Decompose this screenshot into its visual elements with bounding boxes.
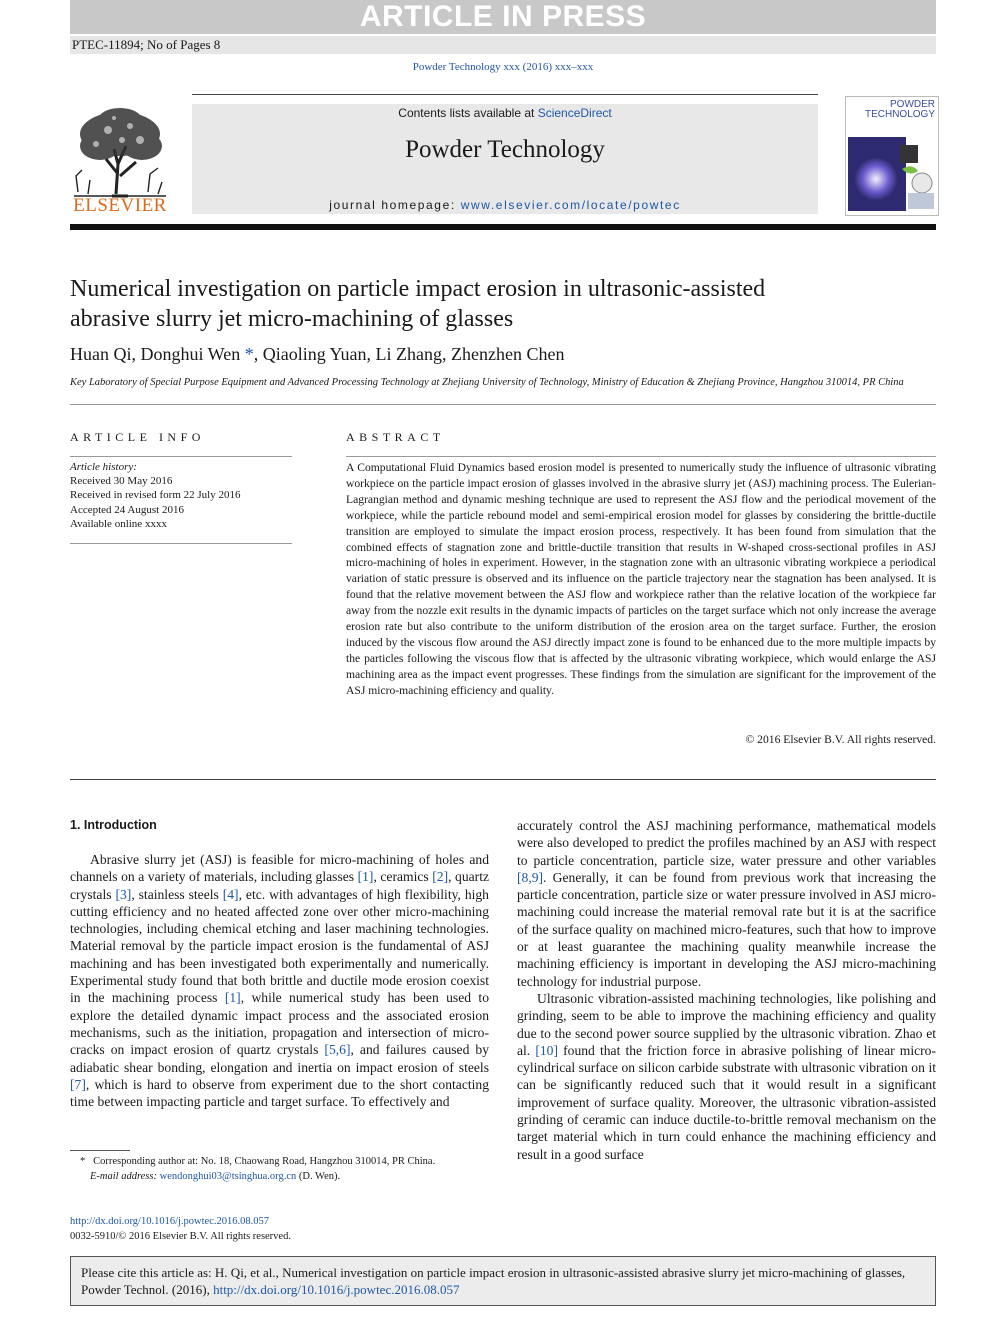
history-accepted: Accepted 24 August 2016	[70, 503, 184, 516]
header-top-rule	[192, 94, 818, 95]
homepage-link[interactable]: www.elsevier.com/locate/powtec	[460, 198, 681, 212]
intro-right-column	[517, 817, 936, 1163]
ref-link[interactable]: [3]	[115, 886, 132, 902]
footnote-corresponding	[70, 1154, 490, 1169]
affiliation: Key Laboratory of Special Purpose Equipment and Advanced Processing Technology at Zhejiang University of Technology, Ministry of Education & Zhejiang Province, Hangzhou 310014, PR China	[70, 377, 904, 388]
p1-text: , ceramics	[373, 869, 433, 885]
intro-paragraph-1	[70, 851, 489, 1110]
intro-left-column	[70, 851, 489, 1110]
authors-part-b: , Qiaoling Yuan, Li Zhang, Zhenzhen Chen	[253, 344, 565, 364]
ref-link[interactable]: [4]	[222, 886, 239, 902]
title-line-1: Numerical investigation on particle impact erosion in ultrasonic-assisted	[70, 276, 766, 302]
p1-text: Abrasive slurry jet (ASJ) is feasible for micro-machining of holes and channels on a variety of materials, including glasses	[70, 852, 489, 885]
p1-text: , etc. with advantages of high flexibility, high cutting efficiency and no heated affected zone over other micro-machining technologies, including chemical etching and laser machining technologies. Material removal by the particle impact erosion is the fundamental of ASJ machining and has been investigated both experimentally and numerically. Experimental study found that both brittle and ductile mode erosion coexist in the machining process	[70, 886, 489, 1006]
p1-text: , which is hard to observe from experiment due to the short contacting time between impacting particle and target surface. To effectively and	[70, 1076, 489, 1110]
history-revised: Received in revised form 22 July 2016	[70, 489, 241, 502]
cover-title-line2: TECHNOLOGY	[864, 109, 935, 120]
journal-homepage	[192, 198, 818, 212]
article-in-press-banner: ARTICLE IN PRESS	[70, 0, 936, 34]
p1-text: , quartz crystals	[70, 869, 490, 902]
email-suffix: (D. Wen).	[296, 1171, 341, 1182]
doi-link[interactable]: http://dx.doi.org/10.1016/j.powtec.2016.08.057	[70, 1216, 270, 1227]
abstract-top-rule	[346, 456, 936, 457]
article-info-bottom-rule	[70, 543, 292, 544]
doi-block	[70, 1214, 490, 1244]
p1-text: , while numerical study has been used to explore the detailed dynamic impact process and the associated erosion mechanisms, such as the initiation, propagation and intersection of micro-cracks on impact erosion of quartz crystals	[70, 990, 489, 1058]
footnote-mark: *	[80, 1156, 86, 1167]
p1-text: , stainless steels	[131, 886, 223, 902]
footnote	[70, 1154, 490, 1184]
elsevier-wordmark: ELSEVIER	[73, 195, 167, 216]
p1c-text: accurately control the ASJ machining performance, mathematical models were also developed to predict the profiles machined by an ASJ with respect to particle concentration, particle size, water pressure and other variables	[517, 818, 936, 868]
abstract-copyright: © 2016 Elsevier B.V. All rights reserved.	[745, 733, 936, 746]
history-label: Article history:	[70, 461, 137, 473]
p2-text: found that the friction force in abrasive polishing of linear micro-cylindrical surface on silicon carbide substrate with ultrasonic vibration on it can be significantly reduced such that it would result in a significant improvement of surface quality. Moreover, the ultrasonic vibration-assisted grinding of ceramic can induce ductile-to-brittle removal mechanism on the target material which in turn could enhance the machining efficiency and result in a good surface	[517, 1042, 936, 1162]
footnote-corr-text: Corresponding author at: No. 18, Chaowang Road, Hangzhou 310014, PR China.	[93, 1156, 436, 1167]
document-id: PTEC-11894; No of Pages 8	[70, 36, 936, 54]
history-received: Received 30 May 2016	[70, 475, 173, 488]
authors-part-a: Huan Qi, Donghui Wen	[70, 344, 245, 364]
corresponding-author-mark[interactable]: *	[244, 344, 254, 364]
ref-link[interactable]: [1]	[224, 990, 241, 1006]
header-thick-rule	[70, 224, 936, 230]
p2-text: Ultrasonic vibration-assisted machining technologies, like polishing and grinding, seem to be able to improve the machining efficiency and quality due to the second power source supplied by the ultrasonic vibration. Zhao et al.	[517, 990, 936, 1058]
intro-paragraph-1-cont	[517, 817, 936, 990]
title-line-2: abrasive slurry jet micro-machining of glasses	[70, 306, 514, 332]
article-info-top-rule	[70, 456, 292, 457]
ref-link[interactable]: [5,6]	[324, 1042, 351, 1058]
article-title	[70, 274, 936, 334]
p1c-text: . Generally, it can be found from previous work that increasing the particle concentration, particle size or water pressure involved in ASJ micro-machining could increase the material removal rate but it is at the sacrifice of the surface quality on machined micro-features, such that how to improve or at least guarantee the machining quality meanwhile increase the machining efficiency is important in developing the ASJ micro-machining technology for industrial purpose.	[517, 869, 936, 989]
abstract-heading: ABSTRACT	[346, 430, 445, 444]
issn-line: 0032-5910/© 2016 Elsevier B.V. All rights reserved.	[70, 1231, 291, 1242]
article-info-heading: ARTICLE INFO	[70, 430, 205, 444]
sciencedirect-link[interactable]: ScienceDirect	[537, 106, 612, 120]
footnote-rule	[70, 1150, 130, 1151]
homepage-prefix: journal homepage:	[329, 198, 461, 212]
cover-title-line1: POWDER	[890, 99, 935, 110]
journal-title: Powder Technology	[405, 136, 605, 163]
title-divider	[70, 404, 936, 405]
contents-line	[192, 106, 818, 120]
introduction-heading: 1. Introduction	[70, 818, 157, 832]
ref-link[interactable]: [1]	[357, 869, 374, 885]
footnote-email	[70, 1169, 490, 1184]
running-head[interactable]: Powder Technology xxx (2016) xxx–xxx	[412, 61, 594, 73]
email-link[interactable]: wendonghui03@tsinghua.org.cn	[159, 1171, 297, 1182]
history-online: Available online xxxx	[70, 517, 167, 530]
ref-link[interactable]: [8,9]	[517, 869, 544, 885]
cite-doi-link[interactable]: http://dx.doi.org/10.1016/j.powtec.2016.08.057	[213, 1282, 460, 1297]
ref-link[interactable]: [10]	[535, 1042, 558, 1058]
article-history	[70, 460, 292, 531]
cite-this-article-box	[70, 1256, 936, 1306]
cover-title	[849, 100, 935, 120]
cite-text: Please cite this article as: H. Qi, et al., Numerical investigation on particle impact erosion in ultrasonic-assisted abrasive slurry jet micro-machining of glasses, Powder Technol. (2016),	[81, 1265, 906, 1297]
contents-prefix: Contents lists available at	[398, 106, 538, 120]
email-label: E-mail address:	[90, 1171, 160, 1182]
ref-link[interactable]: [2]	[432, 869, 449, 885]
abstract-text: A Computational Fluid Dynamics based erosion model is presented to numerically study the influence of ultrasonic vibrating workpiece on the particle impact erosion of glasses involved in the abrasive slurry jet (ASJ) machining process. The Eulerian-Lagrangian method and dynamic meshing technique are used to represent the ASJ flow and the periodical movement of the workpiece, while the particle rebound model and semi-empirical erosion model for glasses by considering the brittle-ductile transition are employed to simulate the impact erosion process, respectively. It has been found from simulation that the combined effects of stagnation zone and brittle-ductile transition that results in W-shaped cross-sectional profiles in ASJ micro-machining of holes in experiment. However, in the stagnation zone with an ultrasonic vibrating workpiece a periodical variation of static pressure is observed and its influence on the particle trajectory near the stagnation has been analysed. It is found that the relative movement between the ASJ flow and workpiece rather than the relative location of the workpiece far away from the nozzle exit results in the dynamic impacts of particles on the target surface which not only increase the average erosion rate but also contribute to the uniform distribution of the erosion area on the target surface. Further, the erosion induced by the viscous flow around the ASJ directly impact zone is found to be enhanced due to the more multiple impacts by the particles following the viscous flow that is affected by the ultrasonic vibrating workpiece, which would enlarge the ASJ machining area as the impact event progresses. These findings from the simulation are significant for the improvement of the ASJ micro-machining efficiency and quality.	[346, 461, 936, 697]
p1-text: , and failures caused by adiabatic shear bonding, elongation and inertia on impact erosion of steels	[70, 1042, 489, 1075]
intro-paragraph-2	[517, 990, 936, 1163]
abstract-divider	[70, 779, 936, 780]
author-list	[70, 344, 936, 365]
ref-link[interactable]: [7]	[70, 1076, 86, 1092]
